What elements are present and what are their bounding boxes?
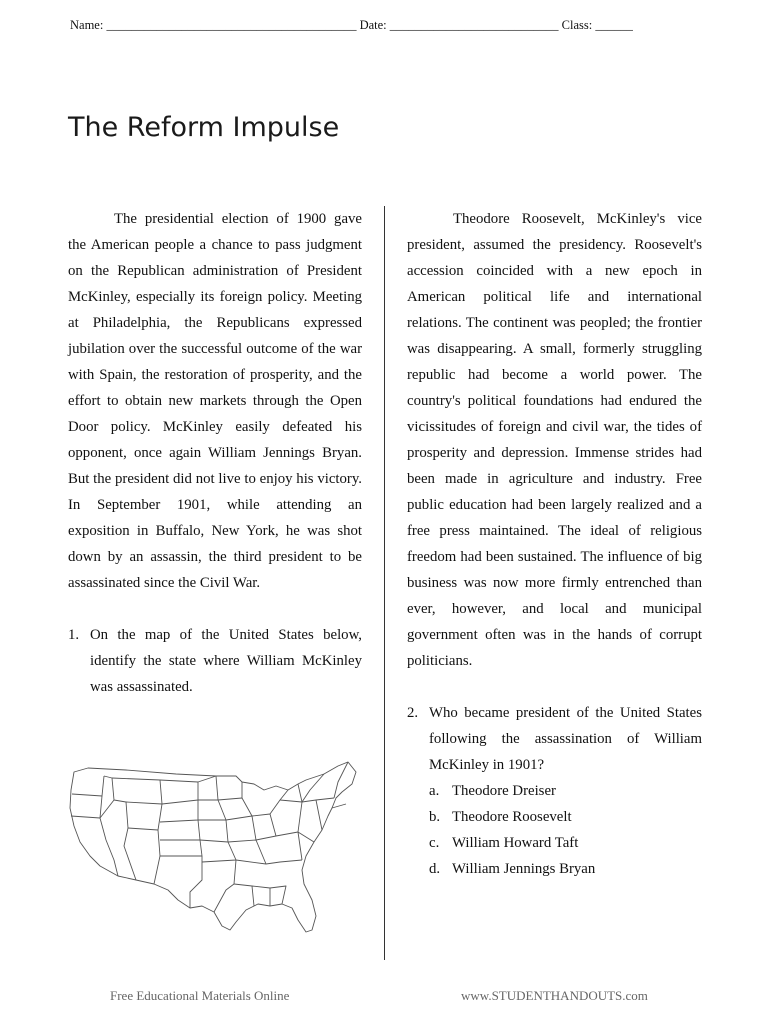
column-divider bbox=[384, 206, 385, 960]
name-label: Name: bbox=[70, 18, 104, 32]
worksheet-header bbox=[70, 18, 710, 33]
class-label: Class: bbox=[561, 18, 593, 32]
option-text: William Jennings Bryan bbox=[452, 861, 596, 877]
option-label: a. bbox=[429, 783, 440, 799]
option-text: William Howard Taft bbox=[452, 835, 579, 851]
answer-option-c[interactable] bbox=[429, 830, 702, 856]
footer-left-text: Free Educational Materials Online bbox=[110, 988, 290, 1003]
right-column bbox=[407, 206, 702, 882]
option-text: Theodore Dreiser bbox=[452, 783, 556, 799]
question-1-number: 1. bbox=[68, 627, 80, 643]
question-2-text: Who became president of the United States following the assassination of William McKinley in 1901? bbox=[429, 705, 702, 773]
left-column bbox=[68, 206, 362, 700]
question-2-number: 2. bbox=[407, 705, 419, 721]
class-blank: ______ bbox=[595, 18, 633, 32]
answer-options bbox=[429, 778, 702, 882]
option-text: Theodore Roosevelt bbox=[452, 809, 572, 825]
option-label: c. bbox=[429, 835, 440, 851]
date-blank: ___________________________ bbox=[389, 18, 559, 32]
option-label: b. bbox=[429, 809, 441, 825]
right-paragraph: Theodore Roosevelt, McKinley's vice president, assumed the presidency. Roosevelt's accession coincided with a new epoch in American political life and international relations. The continent was peopled; the frontier was disappearing. A small, formerly struggling republic had become a world power. The country's political foundations had endured the vicissitudes of foreign and civil war, the tides of prosperity and depression. Immense strides had been made in agriculture and industry. Free public education had been largely realized and a free press maintained. The ideal of religious freedom had been sustained. The influence of big business was now more firmly entrenched than ever, however, and local and municipal government often was in the hands of corrupt politicians. bbox=[407, 211, 702, 669]
answer-option-a[interactable] bbox=[429, 778, 702, 804]
left-paragraph: The presidential election of 1900 gave the American people a chance to pass judgment on the Republican administration of President McKinley, especially its foreign policy. Meeting at Philadelphia, the Republicans expressed jubilation over the successful outcome of the war with Spain, the restoration of prosperity, and the effort to obtain new markets through the Open Door policy. McKinley easily defeated his opponent, once again William Jennings Bryan. But the president did not live to enjoy his victory. In September 1901, while attending an exposition in Buffalo, New York, he was shot down by an assassin, the third president to be assassinated since the Civil War. bbox=[68, 211, 362, 591]
footer-website-link[interactable]: www.STUDENTHANDOUTS.com bbox=[461, 988, 648, 1003]
question-1 bbox=[68, 622, 362, 700]
page-title: The Reform Impulse bbox=[68, 112, 340, 143]
option-label: d. bbox=[429, 861, 441, 877]
answer-option-d[interactable] bbox=[429, 856, 702, 882]
question-1-text: On the map of the United States below, identify the state where William McKinley was assassinated. bbox=[90, 627, 362, 695]
name-blank: ________________________________________ bbox=[106, 18, 357, 32]
date-label: Date: bbox=[359, 18, 387, 32]
question-2 bbox=[407, 700, 702, 778]
us-map-outline bbox=[66, 760, 362, 936]
answer-option-b[interactable] bbox=[429, 804, 702, 830]
